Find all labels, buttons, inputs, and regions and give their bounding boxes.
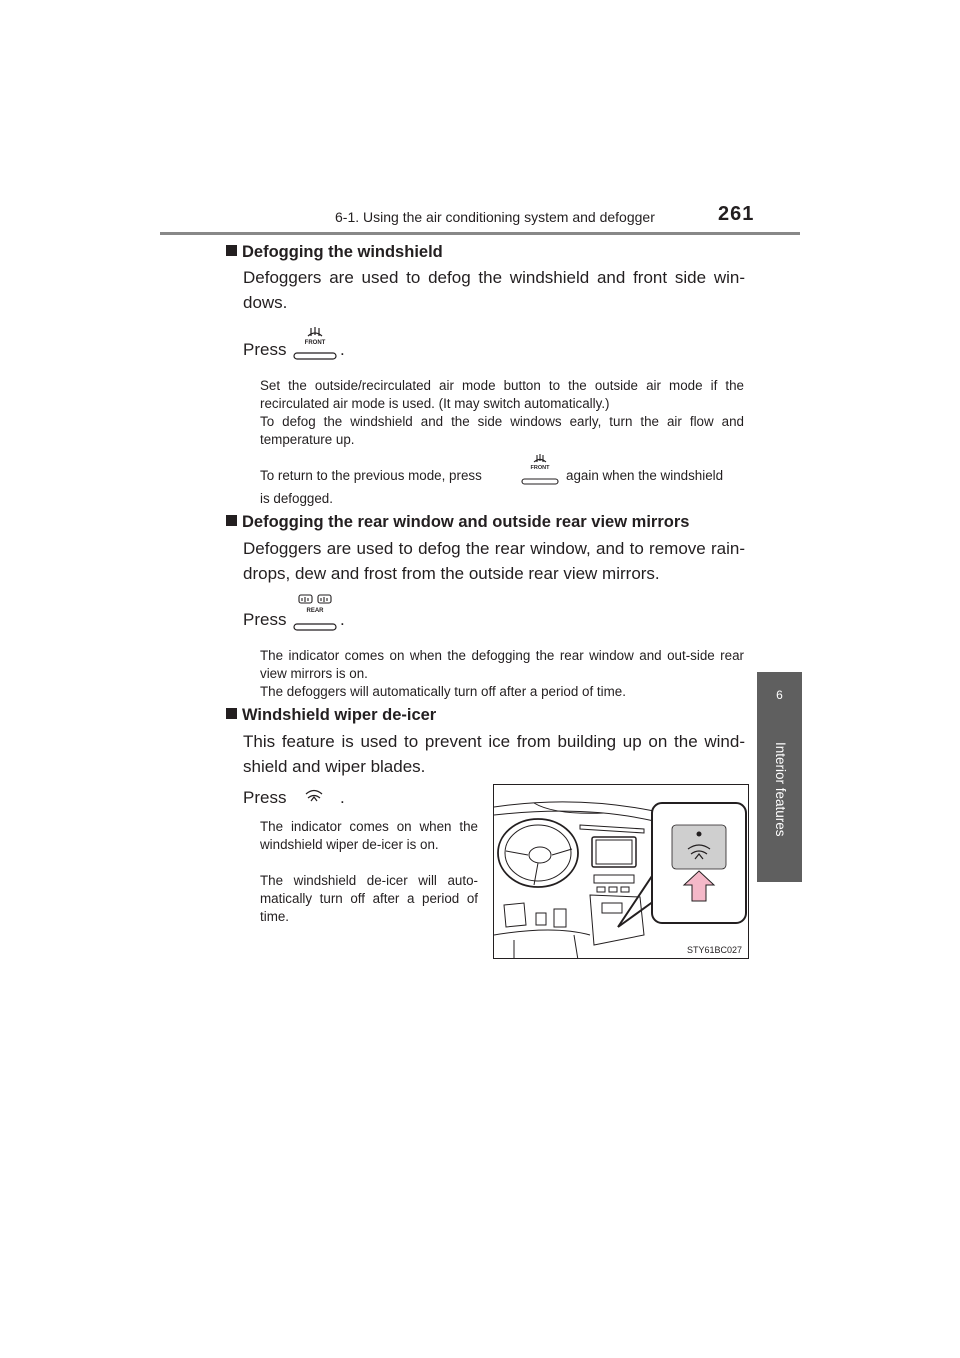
front-defrost-button-icon (291, 326, 339, 362)
svg-text:FRONT: FRONT (530, 465, 550, 471)
svg-text:FRONT: FRONT (304, 340, 326, 346)
note-return-mode-after: again when the windshield (566, 468, 724, 483)
press-rear-line: Press (243, 610, 287, 629)
figure-code: STY61BC027 (686, 945, 742, 955)
note-deicer-auto-off: The windshield de-icer will auto-matically turn off after a period of time. (260, 873, 478, 924)
svg-text:REAR: REAR (306, 608, 324, 614)
heading-defog-windshield: Defogging the windshield (226, 243, 443, 262)
chapter-label-wrap (770, 742, 790, 882)
note-rear-indicator: The indicator comes on when the defogging the rear window and out-side rear view mirrors is on. (260, 648, 744, 681)
dashboard-display-icon (592, 837, 636, 867)
chapter-label: Interior features (773, 742, 788, 837)
header-rule (160, 232, 800, 235)
bullet-square-icon (226, 708, 237, 719)
wiper-deicer-icon (303, 788, 325, 806)
heading-wiper-deicer: Windshield wiper de-icer (226, 706, 436, 725)
body-defog-rear: Defoggers are used to defog the rear window, and to remove rain-drops, dew and frost from the outside rear view mirrors. (243, 539, 745, 583)
bullet-square-icon (226, 515, 237, 526)
heading-defog-rear: Defogging the rear window and outside rear view mirrors (226, 513, 689, 532)
note-deicer-indicator: The indicator comes on when the windshield wiper de-icer is on. (260, 819, 478, 852)
press-front-line: Press (243, 340, 287, 359)
note-defog-early: To defog the windshield and the side windows early, turn the air flow and temperature up. (260, 414, 744, 447)
steering-wheel-icon (498, 819, 578, 887)
bullet-square-icon (226, 245, 237, 256)
dashboard-illustration (494, 785, 749, 959)
rear-defog-button-icon (291, 592, 339, 632)
front-defrost-button-icon-small (519, 453, 561, 487)
body-defog-windshield: Defoggers are used to defog the windshield and front side win-dows. (243, 268, 745, 312)
note-outside-air: Set the outside/recirculated air mode button to the outside air mode if the recirculated air mode is used. (It may switch automatically.) (260, 378, 744, 411)
note-return-mode: To return to the previous mode, press (260, 468, 482, 483)
page-number: 261 (718, 203, 755, 225)
period: . (340, 610, 345, 629)
period: . (340, 340, 345, 359)
indicator-dot-icon (697, 832, 702, 837)
dashboard-figure (493, 784, 749, 959)
chapter-number: 6 (776, 688, 783, 702)
note-rear-auto-off: The defoggers will automatically turn off after a period of time. (260, 684, 626, 699)
note-return-mode-end: is defogged. (260, 491, 333, 506)
press-deicer-line: Press (243, 788, 287, 807)
body-wiper-deicer: This feature is used to prevent ice from building up on the wind-shield and wiper blades. (243, 732, 745, 776)
section-title: 6-1. Using the air conditioning system and defogger (335, 209, 655, 225)
period: . (340, 788, 345, 807)
